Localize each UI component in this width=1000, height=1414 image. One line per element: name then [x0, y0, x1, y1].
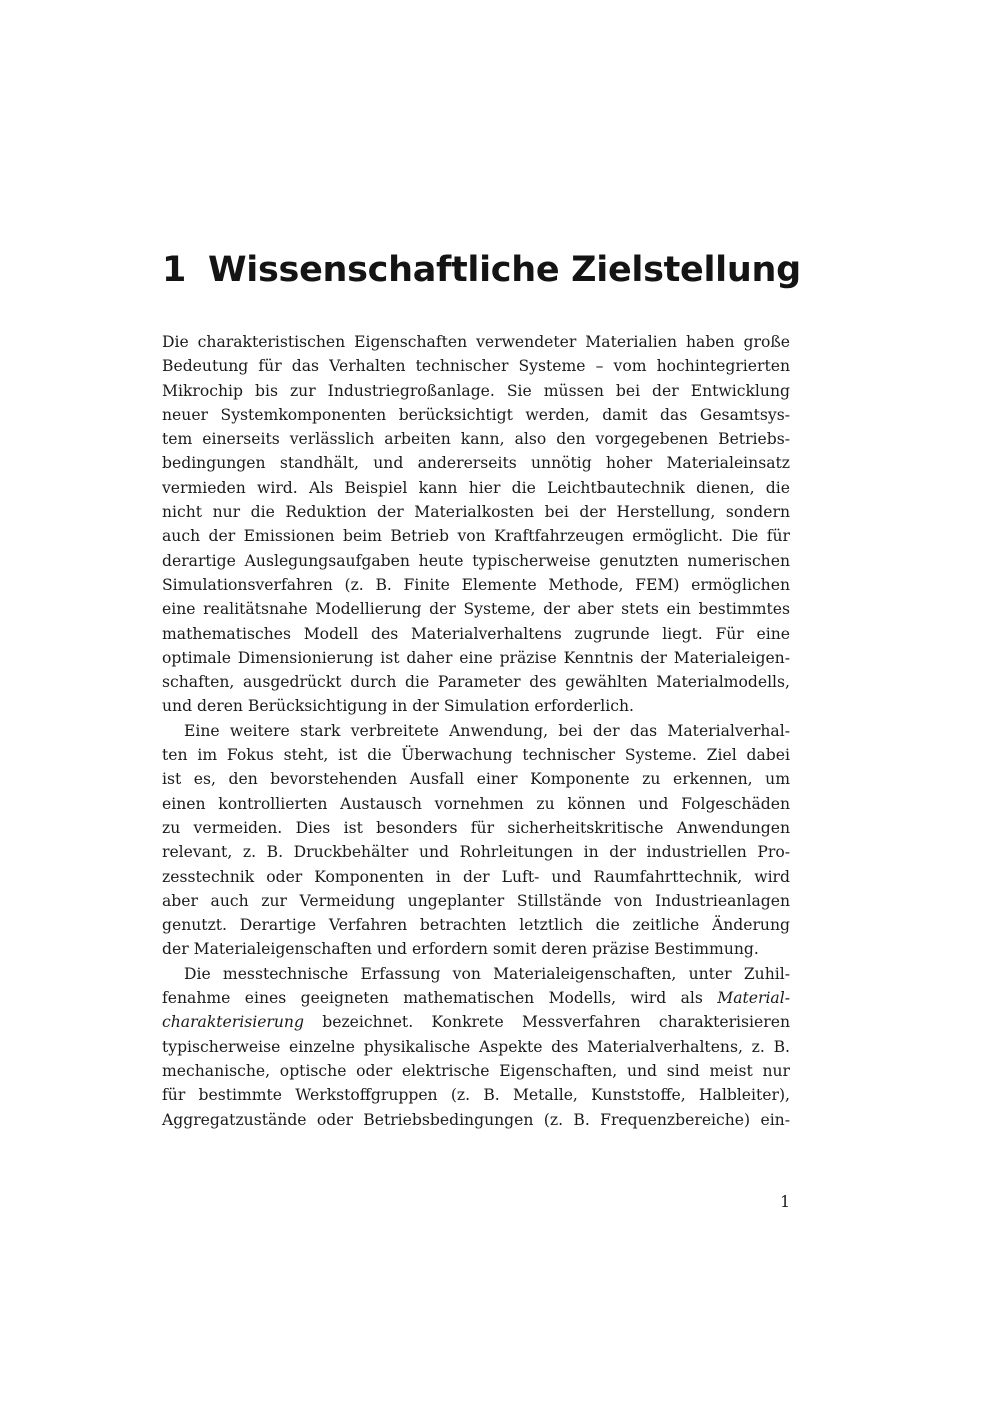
text-line: Die messtechnische Erfassung von Materialeigenschaften, unter Zuhil-: [184, 964, 790, 983]
text-line: bedingungen standhält, und andererseits unnötig hoher Materialeinsatz: [162, 454, 790, 473]
text-line: und deren Berücksichtigung in der Simulation erforderlich.: [162, 697, 635, 716]
text-line: neuer Systemkomponenten berücksichtigt werden, damit das Gesamtsys-: [162, 405, 790, 424]
text-line: aber auch zur Vermeidung ungeplanter Stillstände von Industrieanlagen: [162, 891, 790, 910]
text-line: derartige Auslegungsaufgaben heute typischerweise genutzten numerischen: [162, 551, 790, 570]
text-line: tem einerseits verlässlich arbeiten kann, also den vorgegebenen Betriebs-: [162, 430, 790, 449]
text-line: auch der Emissionen beim Betrieb von Kraftfahrzeugen ermöglicht. Die für: [162, 527, 790, 546]
paragraph-2: [162, 719, 790, 962]
text-line: zesstechnik oder Komponenten in der Luft- und Raumfahrttechnik, wird: [162, 867, 790, 886]
text-line: schaften, ausgedrückt durch die Parameter des gewählten Materialmodells,: [162, 673, 790, 692]
paragraph-3: [162, 962, 790, 1132]
text-line: typischerweise einzelne physikalische Aspekte des Materialverhaltens, z. B.: [162, 1037, 790, 1056]
paragraph-1: [162, 330, 790, 719]
text-line: zu vermeiden. Dies ist besonders für sicherheitskritische Anwendungen: [162, 818, 790, 837]
emphasized-term: charakterisierung: [162, 1013, 304, 1032]
chapter-title: Wissenschaftliche Zielstellung: [208, 250, 801, 290]
text-fragment: bezeichnet. Konkrete Messverfahren charakterisieren: [303, 1013, 790, 1032]
emphasized-term: Material-: [717, 989, 790, 1008]
text-line: Eine weitere stark verbreitete Anwendung, bei der das Materialverhal-: [184, 721, 790, 740]
text-line: ten im Fokus steht, ist die Überwachung technischer Systeme. Ziel dabei: [162, 746, 790, 765]
text-line: optimale Dimensionierung ist daher eine präzise Kenntnis der Materialeigen-: [162, 648, 790, 667]
text-line: der Materialeigenschaften und erfordern somit deren präzise Bestimmung.: [162, 940, 759, 959]
text-line: vermieden wird. Als Beispiel kann hier die Leichtbautechnik dienen, die: [162, 478, 790, 497]
text-line: nicht nur die Reduktion der Materialkosten bei der Herstellung, sondern: [162, 503, 790, 522]
text-line: Mikrochip bis zur Industriegroßanlage. Sie müssen bei der Entwicklung: [162, 381, 790, 400]
text-line: für bestimmte Werkstoffgruppen (z. B. Metalle, Kunststoffe, Halbleiter),: [162, 1086, 790, 1105]
page-number: 1: [780, 1193, 790, 1211]
text-line: eine realitätsnahe Modellierung der Systeme, der aber stets ein bestimmtes: [162, 600, 790, 619]
text-fragment: fenahme eines geeigneten mathematischen Modells, wird als: [162, 989, 718, 1008]
text-line: [162, 986, 790, 1010]
chapter-number: 1: [162, 250, 187, 290]
text-line: genutzt. Derartige Verfahren betrachten letztlich die zeitliche Änderung: [162, 916, 790, 935]
text-line: [162, 1010, 790, 1034]
text-line: Bedeutung für das Verhalten technischer Systeme – vom hochintegrierten: [162, 357, 790, 376]
chapter-heading: [162, 246, 801, 294]
text-line: ist es, den bevorstehenden Ausfall einer Komponente zu erkennen, um: [162, 770, 790, 789]
text-line: Simulationsverfahren (z. B. Finite Elemente Methode, FEM) ermöglichen: [162, 575, 790, 594]
text-line: einen kontrollierten Austausch vornehmen zu können und Folgeschäden: [162, 794, 790, 813]
text-line: mechanische, optische oder elektrische Eigenschaften, und sind meist nur: [162, 1061, 790, 1080]
text-line: relevant, z. B. Druckbehälter und Rohrleitungen in der industriellen Pro-: [162, 843, 790, 862]
body-text: [162, 330, 790, 1132]
text-line: mathematisches Modell des Materialverhaltens zugrunde liegt. Für eine: [162, 624, 790, 643]
text-line: Die charakteristischen Eigenschaften verwendeter Materialien haben große: [162, 333, 790, 351]
text-line: Aggregatzustände oder Betriebsbedingungen (z. B. Frequenzbereiche) ein-: [162, 1110, 790, 1129]
